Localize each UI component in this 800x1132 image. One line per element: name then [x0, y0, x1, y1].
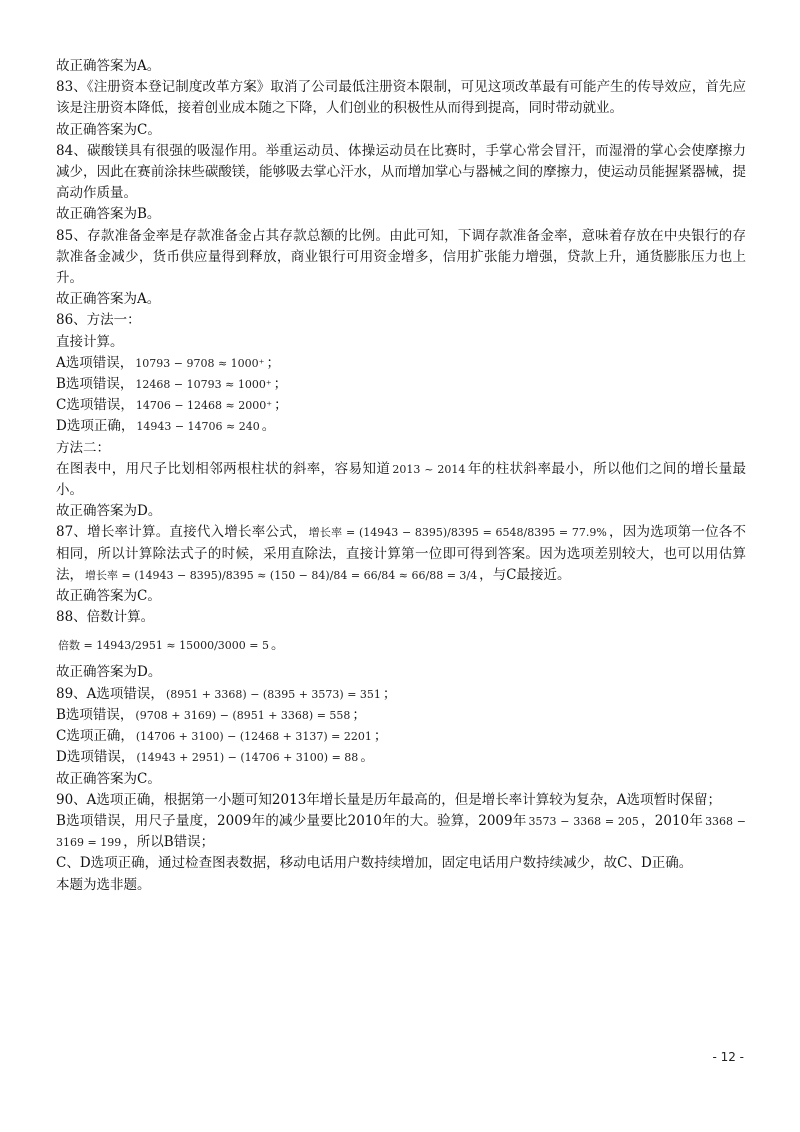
option-a-86: A选项错误， 10793 − 9708 ≈ 1000⁺ ； [56, 354, 280, 371]
answer-86: 故正确答案为D。 [56, 503, 162, 520]
answer-88: 故正确答案为D。 [56, 664, 162, 681]
answer-83: 故正确答案为C。 [56, 121, 161, 138]
option-b-89: B选项错误， (9708 + 3169) − (8951 + 3368) = 558 ； [56, 706, 366, 723]
formula: (14706 + 3100) − (12468 + 3137) = 2201 [135, 730, 372, 744]
option-a-89: 89、A选项错误， (8951 + 3368) − (8395 + 3573) = 351 ； [56, 685, 397, 702]
answer-explanations [56, 56, 746, 896]
formula: 增长率 = (14943 − 8395)/8395 ≈ (150 − 84)/84 = 66/84 ≈ 66/88 = 3/4 [85, 568, 478, 582]
formula: (14943 + 2951) − (14706 + 3100) = 88 [136, 751, 359, 765]
formula: 倍数 = 14943/2951 ≈ 15000/3000 = 5 [58, 638, 270, 652]
explanation-86-method1: 86、方法一： [56, 312, 141, 329]
option-cd-90: C、D选项正确，通过检查图表数据，移动电话用户数持续增加，固定电话用户数持续减少，故C、D正确。 [56, 855, 693, 872]
explanation-88: 88、倍数计算。 [56, 609, 155, 626]
option-a-90: 90、A选项正确，根据第一小题可知2013年增长量是历年最高的，但是增长率计算较为复杂，A选项暂时保留； [56, 791, 722, 808]
option-b-90: B选项错误，用尺子量度，2009年的减少量要比2010年的大。验算，2009年 3573 − 3368 = 205 ，2010年 3368 − 3169 = 199 ，所以B错误； [56, 812, 746, 851]
answer-89: 故正确答案为C。 [56, 770, 161, 787]
answer-87: 故正确答案为C。 [56, 588, 161, 605]
formula: (9708 + 3169) − (8951 + 3368) = 558 [135, 708, 351, 722]
formula: 14706 − 12468 ≈ 2000⁺ [135, 399, 273, 413]
formula-88: 倍数 = 14943/2951 ≈ 15000/3000 = 5 。 [56, 628, 746, 662]
option-d-86: D选项正确， 14943 − 14706 ≈ 240 。 [56, 418, 276, 435]
answer-84: 故正确答案为B。 [56, 206, 161, 223]
answer-85: 故正确答案为A。 [56, 291, 161, 308]
option-b-86: B选项错误， 12468 − 10793 ≈ 1000⁺ ； [56, 376, 288, 393]
conclusion-90: 本题为选非题。 [56, 876, 151, 893]
formula: 12468 − 10793 ≈ 1000⁺ [135, 378, 272, 392]
formula: 增长率 = (14943 − 8395)/8395 = 6548/8395 = 77.9% [308, 526, 607, 540]
formula: 14943 − 14706 ≈ 240 [136, 420, 260, 434]
option-c-89: C选项正确， (14706 + 3100) − (12468 + 3137) = 2201 ； [56, 728, 388, 745]
formula: 3573 − 3368 = 205 [528, 814, 639, 828]
option-c-86: C选项错误， 14706 − 12468 ≈ 2000⁺ ； [56, 397, 288, 414]
explanation-87: 87、增长率计算。直接代入增长率公式， 增长率 = (14943 − 8395)/8395 = 6548/8395 = 77.9% ，因为选项第一位各不相同，所以计算除法式子的时候，采用直除法，直接计算第一位即可得到答案。因为选项差别较大，也可以用估算法， 增长率 = (14943 − 8395)/8395 ≈ (150 − 84)/84 = 66/84 ≈ 66/88 = 3/4 ，与C最接近。 [56, 524, 747, 583]
formula: 10793 − 9708 ≈ 1000⁺ [135, 356, 265, 370]
explanation-85: 85、存款准备金率是存款准备金占其存款总额的比例。由此可知，下调存款准备金率，意味着存放在中央银行的存款准备金减少，货币供应量得到释放，商业银行可用资金增多，信用扩张能力增强，贷款上升，通货膨胀压力也上升。 [56, 227, 746, 287]
explanation-84: 84、碳酸镁具有很强的吸湿作用。举重运动员、体操运动员在比赛时，手掌心常会冒汗，而湿滑的掌心会使摩擦力减少，因此在赛前涂抹些碳酸镁，能够吸去掌心汗水，从而增加掌心与器械之间的摩擦力，使运动员能握紧器械，提高动作质量。 [56, 142, 746, 202]
explanation-86-direct: 直接计算。 [56, 333, 124, 350]
formula: 3368 − 3169 = 199 [56, 814, 746, 850]
answer-82: 故正确答案为A。 [56, 58, 161, 74]
formula: (8951 + 3368) − (8395 + 3573) = 351 [165, 687, 381, 701]
explanation-86-method2: 方法二： [56, 439, 110, 456]
explanation-86-chart: 在图表中，用尺子比划相邻两根柱状的斜率，容易知道 2013 ~ 2014 年的柱状斜率最小，所以他们之间的增长量最小。 [56, 460, 746, 499]
option-d-89: D选项错误， (14943 + 2951) − (14706 + 3100) = 88 。 [56, 749, 374, 766]
page-number: - 12 - [712, 1050, 744, 1064]
explanation-83: 83、《注册资本登记制度改革方案》取消了公司最低注册资本限制，可见这项改革最有可能产生的传导效应，首先应该是注册资本降低，接着创业成本随之下降，人们创业的积极性从而得到提高，同时带动就业。 [56, 79, 746, 117]
formula: 2013 ~ 2014 [392, 462, 466, 476]
